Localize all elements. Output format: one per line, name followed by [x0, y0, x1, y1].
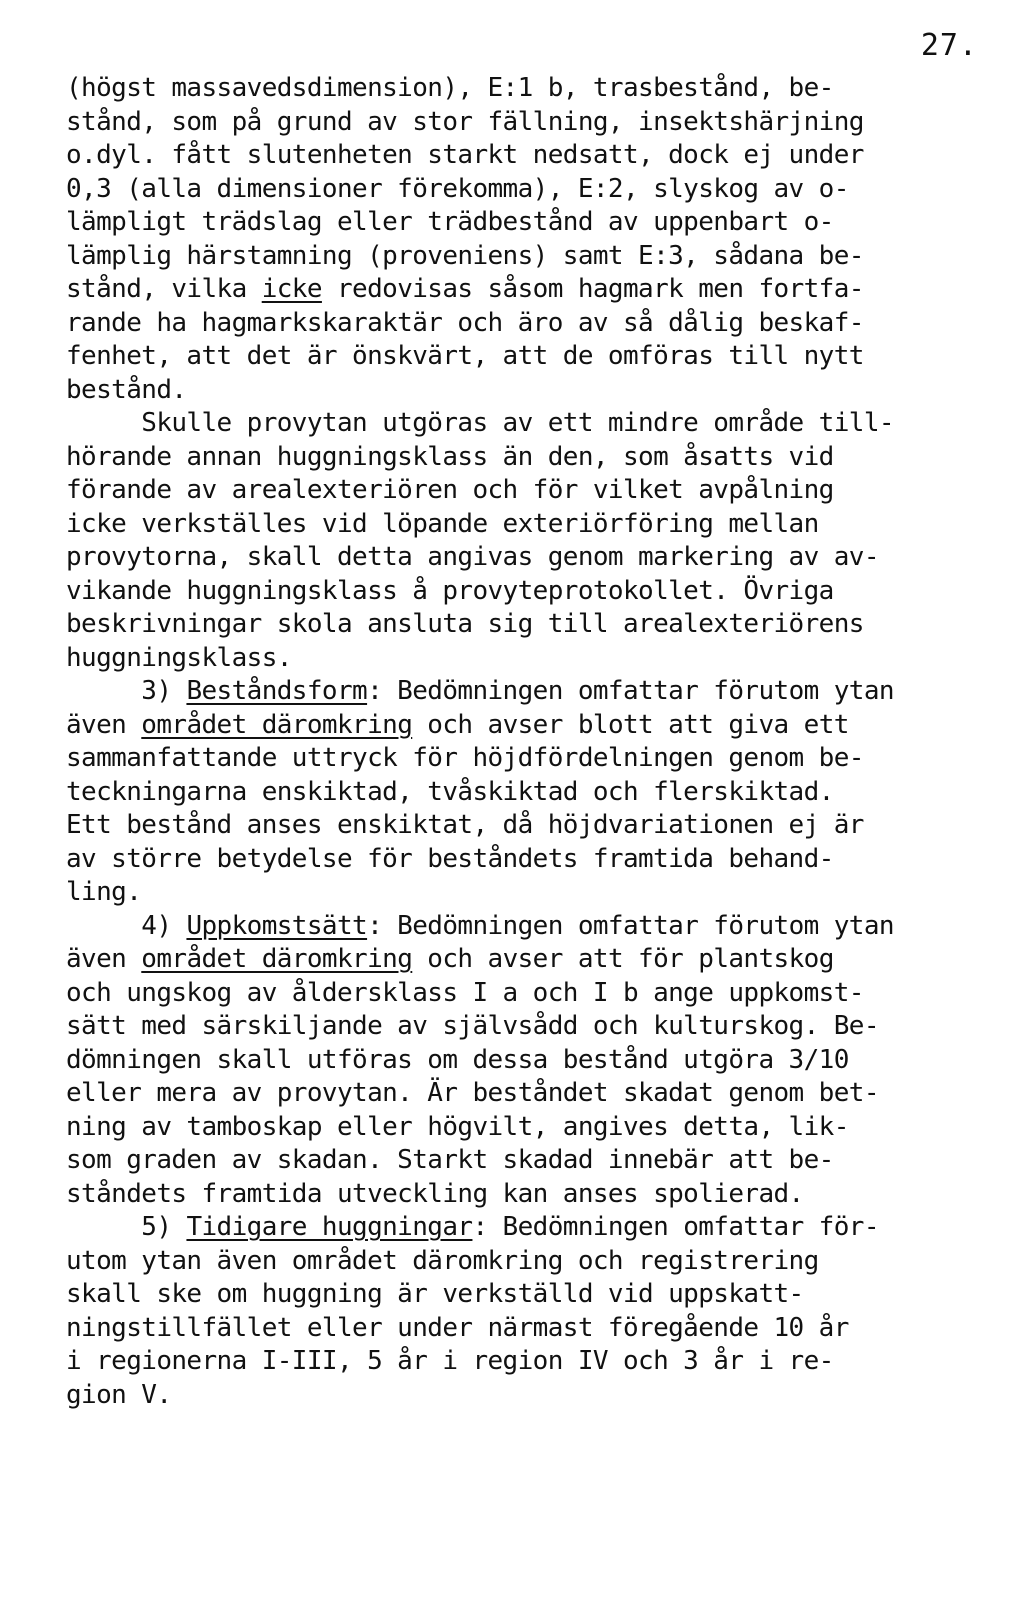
text-run: skall ske om huggning är verkställd vid uppskatt- — [66, 1279, 804, 1309]
text-line — [66, 1178, 986, 1212]
text-line — [66, 1077, 986, 1111]
text-run: dömningen skall utföras om dessa bestånd utgöra 3/10 — [66, 1044, 849, 1075]
text-line — [66, 1345, 986, 1379]
text-line — [66, 273, 986, 307]
text-line — [66, 1312, 986, 1346]
text-line — [66, 240, 986, 274]
text-line — [66, 575, 986, 609]
text-run: vikande huggningsklass å provyteprotokollet. Övriga — [66, 575, 834, 606]
text-run: eller mera av provytan. Är beståndet skadat genom bet- — [66, 1078, 879, 1108]
text-run: o.dyl. fått slutenheten starkt nedsatt, dock ej under — [66, 140, 864, 170]
text-run: sätt med särskiljande av självsådd och kulturskog. Be- — [66, 1011, 879, 1041]
text-run: stånd, vilka — [66, 274, 262, 304]
text-line — [66, 340, 986, 374]
text-run: förande av arealexteriören och för vilket avpålning — [66, 475, 834, 505]
text-line — [66, 742, 986, 776]
body-text — [66, 72, 986, 1412]
text-run: som graden av skadan. Starkt skadad innebär att be- — [66, 1145, 834, 1175]
text-run: 4) — [66, 910, 187, 941]
text-line — [66, 809, 986, 843]
text-run: lämplig härstamning (proveniens) samt E:3, sådana be- — [66, 240, 864, 271]
text-line — [66, 1245, 986, 1279]
text-line — [66, 508, 986, 542]
underlined-term: Beståndsform — [186, 676, 368, 706]
underlined-term: Tidigare huggningar — [186, 1212, 473, 1242]
text-line — [66, 709, 986, 743]
text-line — [66, 139, 986, 173]
text-line — [66, 1211, 986, 1245]
text-line — [66, 608, 986, 642]
text-run: även — [66, 944, 142, 974]
page-number: 27. — [920, 28, 978, 63]
text-line — [66, 1379, 986, 1413]
text-run: : Bedömningen omfattar förutom ytan — [367, 676, 894, 706]
text-run: Ett bestånd anses enskiktat, då höjdvariationen ej är — [66, 810, 864, 840]
text-line — [66, 541, 986, 575]
text-run: ling. — [66, 877, 142, 907]
text-run: Skulle provytan utgöras av ett mindre område till- — [66, 408, 894, 438]
text-run: 5) — [66, 1212, 187, 1242]
text-line — [66, 1010, 986, 1044]
text-run: ning av tamboskap eller högvilt, angives detta, lik- — [66, 1111, 849, 1142]
text-line — [66, 474, 986, 508]
text-line — [66, 843, 986, 877]
text-run: 0,3 (alla dimensioner förekomma), E:2, slyskog av o- — [66, 173, 849, 204]
text-line — [66, 1144, 986, 1178]
text-run: teckningarna enskiktad, tvåskiktad och flerskiktad. — [66, 776, 834, 807]
text-line — [66, 910, 986, 944]
text-run: beskrivningar skola ansluta sig till arealexteriörens — [66, 609, 864, 639]
underlined-term: området däromkring — [141, 709, 413, 740]
text-line — [66, 642, 986, 676]
text-line — [66, 173, 986, 207]
text-run: fenhet, att det är önskvärt, att de omföras till nytt — [66, 341, 864, 371]
text-line — [66, 72, 986, 106]
text-run: ståndets framtida utveckling kan anses spolierad. — [66, 1178, 804, 1209]
text-line — [66, 441, 986, 475]
text-run: : Bedömningen omfattar för- — [472, 1212, 879, 1242]
text-run: : Bedömningen omfattar förutom ytan — [367, 910, 894, 941]
text-run: (högst massavedsdimension), E:1 b, trasbestånd, be- — [66, 73, 834, 103]
text-line — [66, 374, 986, 408]
text-line — [66, 977, 986, 1011]
text-run: stånd, som på grund av stor fällning, insektshärjning — [66, 106, 864, 137]
text-run: även — [66, 709, 142, 740]
text-line — [66, 876, 986, 910]
text-run: lämpligt trädslag eller trädbestånd av uppenbart o- — [66, 207, 834, 237]
text-run: hörande annan huggningsklass än den, som åsatts vid — [66, 441, 834, 472]
text-line — [66, 106, 986, 140]
text-run: redovisas såsom hagmark men fortfa- — [321, 274, 864, 304]
text-run: huggningsklass. — [66, 642, 292, 673]
text-line — [66, 776, 986, 810]
text-run: rande ha hagmarkskaraktär och äro av så dålig beskaf- — [66, 307, 864, 338]
text-line — [66, 1044, 986, 1078]
text-line — [66, 407, 986, 441]
text-line — [66, 675, 986, 709]
underlined-term: icke — [261, 274, 322, 304]
text-run: 3) — [66, 676, 187, 706]
text-line — [66, 1111, 986, 1145]
text-run: och ungskog av åldersklass I a och I b ange uppkomst- — [66, 977, 864, 1008]
text-run: i regionerna I-III, 5 år i region IV och 3 år i re- — [66, 1346, 834, 1376]
text-run: och avser att för plantskog — [412, 944, 834, 974]
text-run: ningstillfället eller under närmast föregående 10 år — [66, 1312, 849, 1343]
text-run: utom ytan även området däromkring och registrering — [66, 1245, 819, 1276]
text-line — [66, 943, 986, 977]
text-line — [66, 206, 986, 240]
text-run: icke verkställes vid löpande exteriörföring mellan — [66, 508, 819, 539]
text-run: och avser blott att giva ett — [412, 709, 849, 740]
text-run: bestånd. — [66, 374, 187, 405]
text-line — [66, 1278, 986, 1312]
text-run: av större betydelse för beståndets framtida behand- — [66, 843, 834, 874]
text-run: provytorna, skall detta angivas genom markering av av- — [66, 542, 879, 572]
underlined-term: området däromkring — [141, 944, 413, 974]
text-run: gion V. — [66, 1379, 172, 1410]
underlined-term: Uppkomstsätt — [186, 910, 368, 941]
text-run: sammanfattande uttryck för höjdfördelningen genom be- — [66, 743, 864, 773]
text-line — [66, 307, 986, 341]
